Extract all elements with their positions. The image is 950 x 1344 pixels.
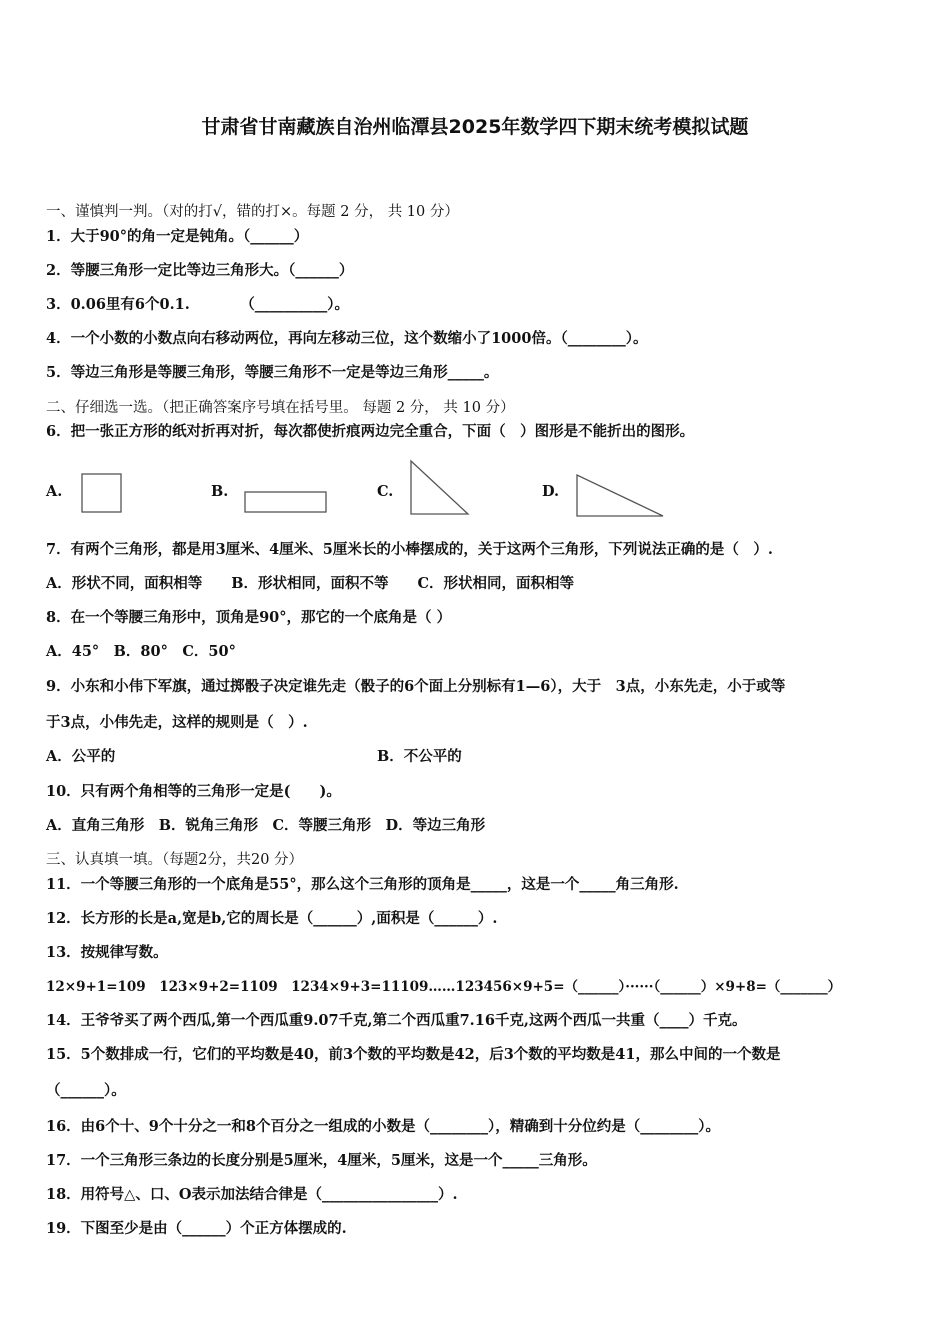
question-13: 13．按规律写数。 [46, 944, 168, 961]
q6-option-b-label: B. [211, 483, 229, 500]
question-19: 19．下图至少是由（______）个正方体摆成的. [46, 1220, 347, 1237]
q6-square-shape [80, 473, 124, 515]
question-8-options: A．45° B．80° C．50° [46, 643, 236, 660]
question-1: 1．大于90°的角一定是钝角。（______） [46, 228, 309, 245]
question-17: 17．一个三角形三条边的长度分别是5厘米，4厘米，5厘米，这是一个_____三角形。 [46, 1152, 597, 1169]
page-title: 甘肃省甘南藏族自治州临潭县2025年数学四下期末统考模拟试题 [201, 116, 749, 138]
question-9-line1: 9．小东和小伟下军旗，通过掷骰子决定谁先走（骰子的6个面上分别标有1—6），大于 3点，小东先走，小于或等 [46, 678, 786, 695]
question-3: 3．0.06里有6个0.1. （__________）。 [46, 296, 349, 313]
question-10: 10．只有两个角相等的三角形一定是( )。 [46, 783, 341, 800]
question-15-line2: （______）。 [46, 1082, 126, 1099]
question-8: 8．在一个等腰三角形中，顶角是90°，那它的一个底角是（ ） [46, 609, 452, 626]
question-9-option-a: A．公平的 [46, 748, 116, 765]
question-9-option-b: B．不公平的 [377, 748, 462, 765]
question-10-options: A．直角三角形 B．锐角三角形 C．等腰三角形 D．等边三角形 [46, 817, 486, 834]
section3-header: 三、认真填一填。（每题2分，共20 分） [46, 852, 304, 868]
q6-right-triangle-shape [574, 472, 668, 520]
q6-rectangle-shape [243, 490, 329, 516]
question-6: 6．把一张正方形的纸对折再对折，每次都使折痕两边完全重合，下面（ ）图形是不能折出的图形。 [46, 423, 695, 440]
question-7-options: A．形状不同，面积相等 B．形状相同，面积不等 C．形状相同，面积相等 [46, 575, 575, 592]
q6-right-isosceles-triangle-shape [407, 459, 473, 519]
question-13-pattern: 12×9+1=109 123×9+2=1109 1234×9+3=11109……123456×9+5=（______）······（______）×9+8=（_______） [46, 979, 842, 995]
q6-option-d-label: D. [542, 483, 560, 500]
question-7: 7．有两个三角形，都是用3厘米、4厘米、5厘米长的小棒摆成的，关于这两个三角形，下列说法正确的是（ ）. [46, 541, 773, 558]
question-9-line2: 于3点，小伟先走，这样的规则是（ ）. [46, 714, 308, 731]
q6-option-a-label: A. [46, 483, 63, 500]
question-12: 12．长方形的长是a,宽是b,它的周长是（______）,面积是（______）. [46, 910, 498, 927]
question-11: 11．一个等腰三角形的一个底角是55°，那么这个三角形的顶角是_____，这是一个_____角三角形. [46, 876, 679, 893]
question-4: 4．一个小数的小数点向右移动两位，再向左移动三位，这个数缩小了1000倍。（________）。 [46, 330, 648, 347]
section1-header: 一、谨慎判一判。（对的打√，错的打×。每题 2 分， 共 10 分） [46, 204, 459, 220]
question-15-line1: 15．5个数排成一行，它们的平均数是40，前3个数的平均数是42，后3个数的平均数是41，那么中间的一个数是 [46, 1046, 781, 1063]
section2-header: 二、仔细选一选。（把正确答案序号填在括号里。 每题 2 分， 共 10 分） [46, 400, 515, 416]
q6-option-c-label: C. [377, 483, 394, 500]
question-5: 5．等边三角形是等腰三角形，等腰三角形不一定是等边三角形_____。 [46, 364, 499, 381]
question-2: 2．等腰三角形一定比等边三角形大。（______） [46, 262, 354, 279]
question-14: 14．王爷爷买了两个西瓜,第一个西瓜重9.07千克,第二个西瓜重7.16千克,这两个西瓜一共重（____）千克。 [46, 1012, 747, 1029]
question-18: 18．用符号△、口、O表示加法结合律是（________________）. [46, 1186, 458, 1203]
question-16: 16．由6个十、9个十分之一和8个百分之一组成的小数是（________），精确到十分位约是（________）。 [46, 1118, 720, 1135]
